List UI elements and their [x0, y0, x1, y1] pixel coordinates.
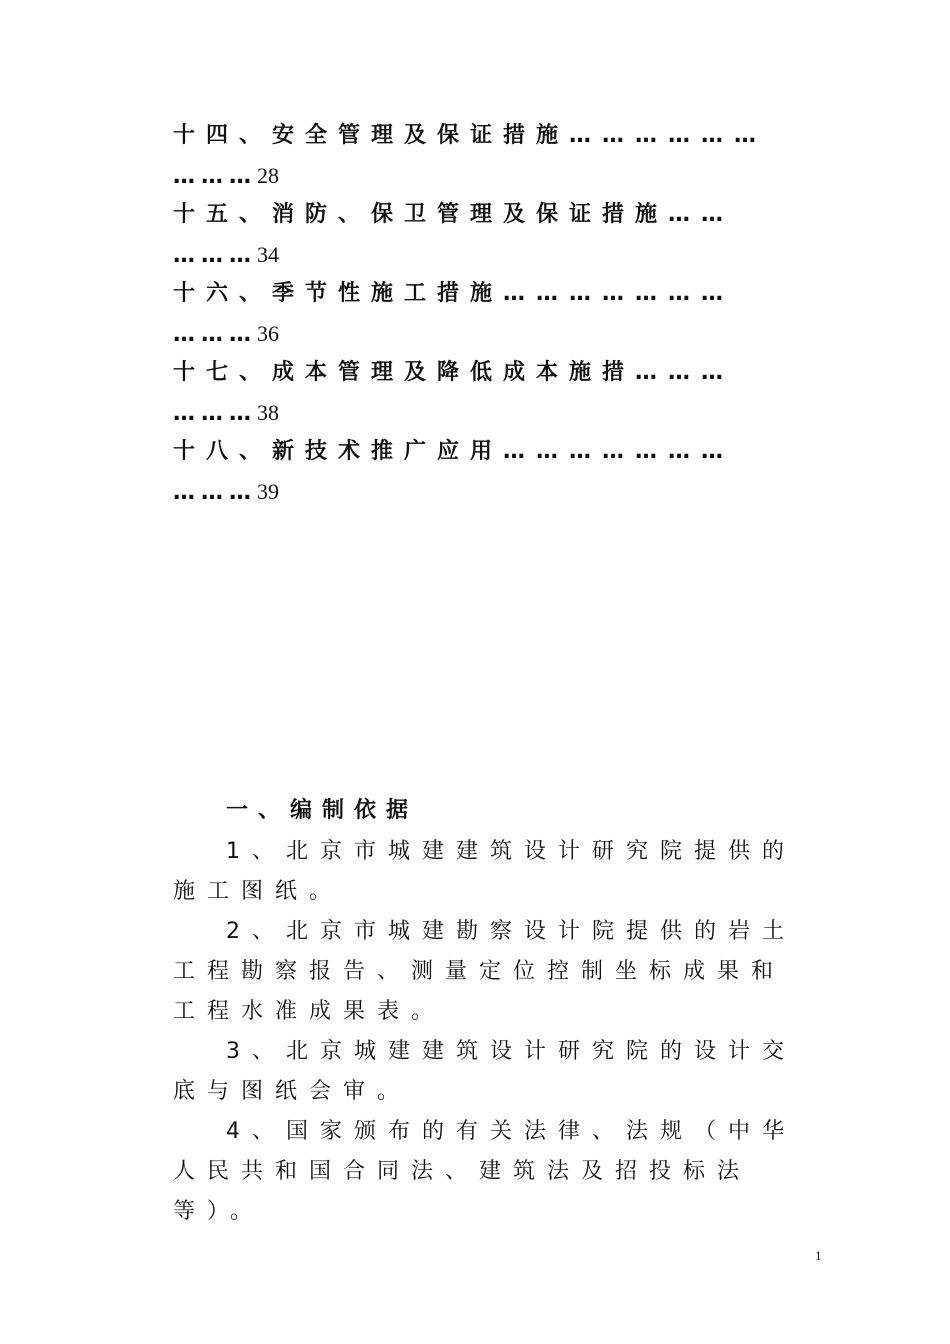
toc-entry-title: 十五、消防、保卫管理及保证措施…… [173, 202, 735, 227]
toc-entry-leader [173, 235, 813, 274]
toc-entry[interactable] [173, 353, 813, 432]
toc-page-number: 34 [257, 242, 279, 267]
toc-entry[interactable] [173, 432, 813, 511]
paragraph: 3、北京城建建筑设计研究院的设计交底与图纸会审。 [173, 1039, 796, 1104]
page-number: 1 [815, 1248, 822, 1263]
table-of-contents [173, 116, 813, 511]
paragraph: 2、北京市城建勘察设计院提供的岩土工程勘察报告、测量定位控制坐标成果和工程水准成果表。 [173, 919, 796, 1024]
toc-page-number: 38 [257, 400, 279, 425]
toc-entry[interactable] [173, 116, 813, 195]
toc-entry-leader [173, 156, 813, 195]
toc-entry-title: 十八、新技术推广应用………………… [173, 439, 735, 464]
toc-page-number: 36 [257, 321, 279, 346]
toc-page-number: 39 [257, 479, 279, 504]
toc-entry-leader [173, 472, 813, 511]
toc-page-number: 28 [257, 163, 279, 188]
toc-entry-leader [173, 314, 813, 353]
toc-entry[interactable] [173, 274, 813, 353]
toc-dots: ……… [173, 322, 257, 347]
section-heading: 一、编制依据 [226, 798, 419, 823]
toc-dots: ……… [173, 243, 257, 268]
toc-entry-title: 十四、安全管理及保证措施……………… [173, 123, 768, 148]
paragraph: 4、国家颁布的有关法律、法规（中华人民共和国合同法、建筑法及招投标法等）。 [173, 1119, 796, 1224]
toc-dots: ……… [173, 401, 257, 426]
toc-dots: ……… [173, 164, 257, 189]
section-body [173, 832, 813, 1232]
toc-dots: ……… [173, 480, 257, 505]
toc-entry-title: 十六、季节性施工措施………………… [173, 281, 735, 306]
toc-entry-leader [173, 393, 813, 432]
paragraph: 1、北京市城建建筑设计研究院提供的施工图纸。 [173, 839, 796, 904]
toc-entry[interactable] [173, 195, 813, 274]
toc-entry-title: 十七、成本管理及降低成本施措……… [173, 360, 735, 385]
